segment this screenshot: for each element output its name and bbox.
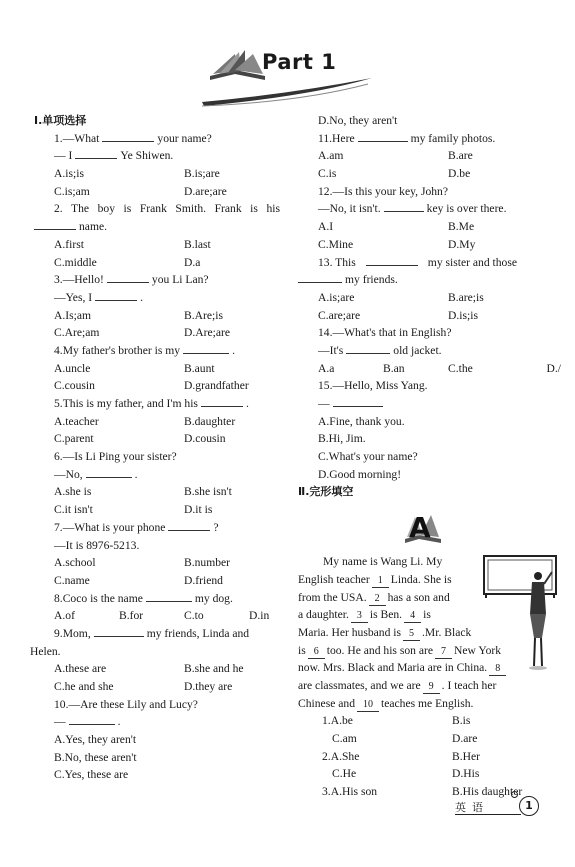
options-row: C.is D.be <box>318 167 471 181</box>
question-stem: —Yes, I . <box>54 290 144 304</box>
question-stem: 11.Here my family photos. <box>318 131 496 145</box>
question-stem: 4.My father's brother is my . <box>54 343 235 357</box>
options-row: C.He D.His <box>332 767 480 781</box>
question-stem: — I Ye Shiwen. <box>54 149 174 163</box>
options-row: 3.A.His son B.His daughter <box>322 785 523 799</box>
question-stem: 7.—What is your phone ? <box>54 520 219 534</box>
blank-number: 4 <box>404 610 421 623</box>
page-header <box>0 40 575 100</box>
options-row: A.these are B.she and he <box>54 662 244 676</box>
question-stem: 1.—What your name? <box>54 131 212 145</box>
blank-number: 3 <box>351 610 368 623</box>
cloze-passage <box>298 509 543 801</box>
passage-line: from the USA. 2 has a son and <box>298 590 450 604</box>
question-stem: — . <box>54 715 121 729</box>
question-stem: 15.—Hello, Miss Yang. <box>318 379 428 393</box>
question-stem: 3.—Hello! you Li Lan? <box>54 273 209 287</box>
question-stem: my friends. <box>298 271 543 289</box>
question-stem: name. <box>34 218 280 236</box>
blank-number: 5 <box>403 628 420 641</box>
question-stem: 2. The boy is Frank Smith. Frank is his <box>54 202 280 216</box>
options-row: 2.A.She B.Her <box>322 749 481 763</box>
options-row: A.of B.for C.to D.in <box>54 609 270 623</box>
options-row: C.parent D.cousin <box>54 432 226 446</box>
question-stem: 9.Mom, my friends, Linda and <box>54 626 250 640</box>
question-stem: 13. This my sister and those <box>318 255 517 269</box>
passage-line: is 6 too. He and his son are 7 New York <box>298 643 502 657</box>
blank-number: 9 <box>423 681 440 694</box>
options-row: A.is;is B.is;are <box>54 167 220 181</box>
options-row: C.he and she D.they are <box>54 680 233 693</box>
passage-line: Chinese and 10 teaches me English. <box>298 696 474 710</box>
page-footer <box>455 796 545 818</box>
section-title: Ⅰ.单项选择 <box>34 114 87 127</box>
options-row: C.middle D.a <box>54 255 201 269</box>
option: C.What's your name? <box>318 450 418 464</box>
question-stem: —No, . <box>54 467 138 481</box>
passage-line: My name is Wang Li. My <box>323 555 443 569</box>
blank-number: 8 <box>489 663 506 676</box>
options-row: A.a B.an C.the D./ <box>318 361 561 375</box>
option: B.No, these aren't <box>54 750 137 764</box>
options-row: C.cousin D.grandfather <box>54 379 249 393</box>
options-row: A.is;are B.are;is <box>318 290 484 304</box>
question-stem: — <box>298 395 543 413</box>
options-row: C.am D.are <box>332 732 478 745</box>
options-row: A.she is B.she isn't <box>54 485 232 499</box>
options-row: A.uncle B.aunt <box>54 361 215 375</box>
options-row: A.teacher B.daughter <box>54 414 236 428</box>
options-row: C.name D.friend <box>54 573 223 587</box>
options-row: C.are;are D.is;is <box>318 308 478 322</box>
options-row: A.I B.Me <box>318 220 475 234</box>
options-row: A.first B.last <box>54 237 211 251</box>
options-row: C.Are;am D.Are;are <box>54 326 231 340</box>
question-stem: —It's old jacket. <box>318 343 442 357</box>
option: D.No, they aren't <box>318 114 398 127</box>
passage-line: a daughter. 3 is Ben. 4 is <box>298 608 431 622</box>
title-swoosh-decoration <box>200 76 375 108</box>
passage-a-icon: A <box>401 509 445 547</box>
passage-line: now. Mrs. Black and Maria are in China. 8 <box>298 659 543 677</box>
passage-line: English teacher 1 Linda. She is <box>298 572 452 586</box>
question-stem: 14.—What's that in English? <box>318 326 452 340</box>
options-row: A.school B.number <box>54 556 231 570</box>
page-title: Part 1 <box>262 50 337 74</box>
options-row: 1.A.be B.is <box>322 714 471 728</box>
page-dot-decoration <box>511 791 518 798</box>
question-stem: 8.Coco is the name my dog. <box>54 591 233 605</box>
option: D.Good morning! <box>318 467 402 481</box>
footer-divider <box>455 814 521 815</box>
option: C.Yes, these are <box>54 768 129 782</box>
blank-number: 2 <box>369 593 386 606</box>
options-row: C.Mine D.My <box>318 237 476 251</box>
blank-number: 6 <box>308 646 325 659</box>
section-title: Ⅱ.完形填空 <box>298 485 354 499</box>
blank-number: 10 <box>357 699 379 712</box>
options-row: A.Is;am B.Are;is <box>54 308 223 322</box>
option: A.Yes, they aren't <box>54 733 137 747</box>
right-column <box>298 112 561 801</box>
subject-label: 英语 <box>455 801 489 814</box>
question-stem: Helen. <box>30 644 61 658</box>
question-stem: —No, it isn't. key is over there. <box>318 202 507 216</box>
options-row: C.is;am D.are;are <box>54 184 227 198</box>
options-row: C.it isn't D.it is <box>54 503 213 517</box>
blank-number: 1 <box>372 575 389 588</box>
passage-line: Maria. Her husband is 5 .Mr. Black <box>298 625 472 639</box>
question-stem: 12.—Is this your key, John? <box>318 184 448 198</box>
blank-number: 7 <box>435 646 452 659</box>
question-stem: 10.—Are these Lily and Lucy? <box>54 697 198 711</box>
page-number: 1 <box>519 796 539 816</box>
option: B.Hi, Jim. <box>318 432 366 446</box>
left-column <box>30 112 280 784</box>
options-row: A.am B.are <box>318 149 473 163</box>
question-stem: 5.This is my father, and I'm his . <box>54 397 249 410</box>
passage-line: are classmates, and we are 9 . I teach her <box>298 678 497 692</box>
question-stem: 6.—Is Li Ping your sister? <box>54 450 177 464</box>
question-stem: —It is 8976-5213. <box>54 538 140 552</box>
option: A.Fine, thank you. <box>318 414 405 428</box>
